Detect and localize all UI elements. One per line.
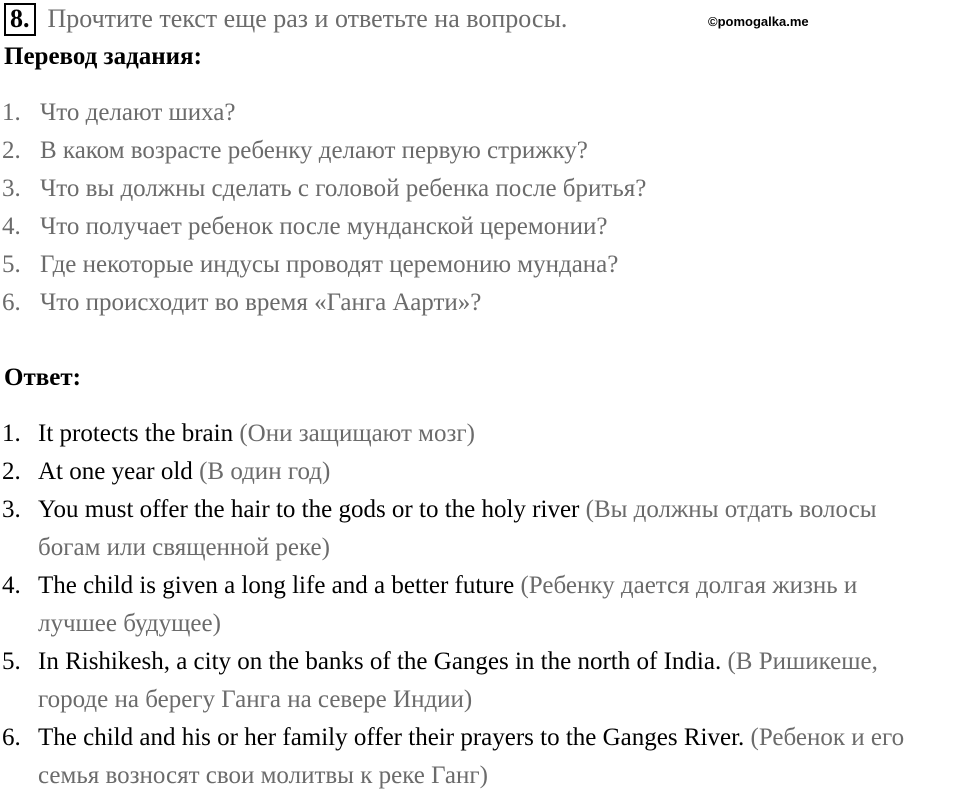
answer-russian: (Ребенок и его семья возносят свои молитвы к реке Ганг) (38, 724, 905, 789)
answer-english: At one year old (38, 458, 193, 485)
item-number: 2. (2, 458, 21, 485)
list-item (0, 453, 930, 491)
list-item (0, 246, 646, 284)
item-number: 5. (2, 648, 21, 675)
item-text: Что вы должны сделать с головой ребенка после бритья? (40, 175, 647, 202)
answer-title: Ответ: (4, 364, 81, 391)
list-item (0, 491, 930, 567)
list-item (0, 94, 646, 132)
item-number: 1. (2, 99, 21, 126)
answer-english: It protects the brain (38, 420, 234, 447)
item-number: 5. (2, 251, 21, 278)
list-item (0, 719, 930, 795)
translation-title: Перевод задания: (4, 43, 202, 70)
item-number: 3. (2, 175, 21, 202)
task-header (4, 2, 567, 36)
answer-russian: (Они защищают мозг) (239, 420, 475, 447)
item-number: 4. (2, 213, 21, 240)
answer-russian: (В Ришикеше, городе на берегу Ганга на севере Индии) (38, 648, 878, 713)
item-number: 6. (2, 289, 21, 316)
list-item (0, 643, 930, 719)
item-text: В каком возрасте ребенку делают первую стрижку? (40, 137, 588, 164)
list-item (0, 284, 646, 322)
item-text: Что получает ребенок после мунданской церемонии? (40, 213, 608, 240)
item-text: Что делают шиха? (40, 99, 236, 126)
item-number: 2. (2, 137, 21, 164)
list-item (0, 567, 930, 643)
answer-russian: (В один год) (199, 458, 331, 485)
answer-english: In Rishikesh, a city on the banks of the Ganges in the north of India. (38, 648, 722, 675)
item-text: Что происходит во время «Ганга Аарти»? (40, 289, 482, 316)
item-text: Где некоторые индусы проводят церемонию мундана? (40, 251, 619, 278)
answer-english: You must offer the hair to the gods or to the holy river (38, 496, 580, 523)
list-item (0, 208, 646, 246)
list-item (0, 170, 646, 208)
list-item (0, 132, 646, 170)
item-number: 4. (2, 572, 21, 599)
answer-russian: (Вы должны отдать волосы богам или священной реке) (38, 496, 877, 561)
item-number: 6. (2, 724, 21, 751)
answer-list (0, 415, 930, 795)
translation-list (0, 94, 646, 322)
item-number: 3. (2, 496, 21, 523)
task-number-badge: 8. (4, 3, 36, 36)
watermark: ©pomogalka.me (708, 14, 809, 29)
list-item (0, 415, 930, 453)
answer-english: The child is given a long life and a better future (38, 572, 515, 599)
answer-russian: (Ребенку дается долгая жизнь и лучшее будущее) (38, 572, 858, 637)
task-instruction: Прочтите текст еще раз и ответьте на вопросы. (47, 4, 568, 33)
answer-english: The child and his or her family offer their prayers to the Ganges River. (38, 724, 745, 751)
item-number: 1. (2, 420, 21, 447)
